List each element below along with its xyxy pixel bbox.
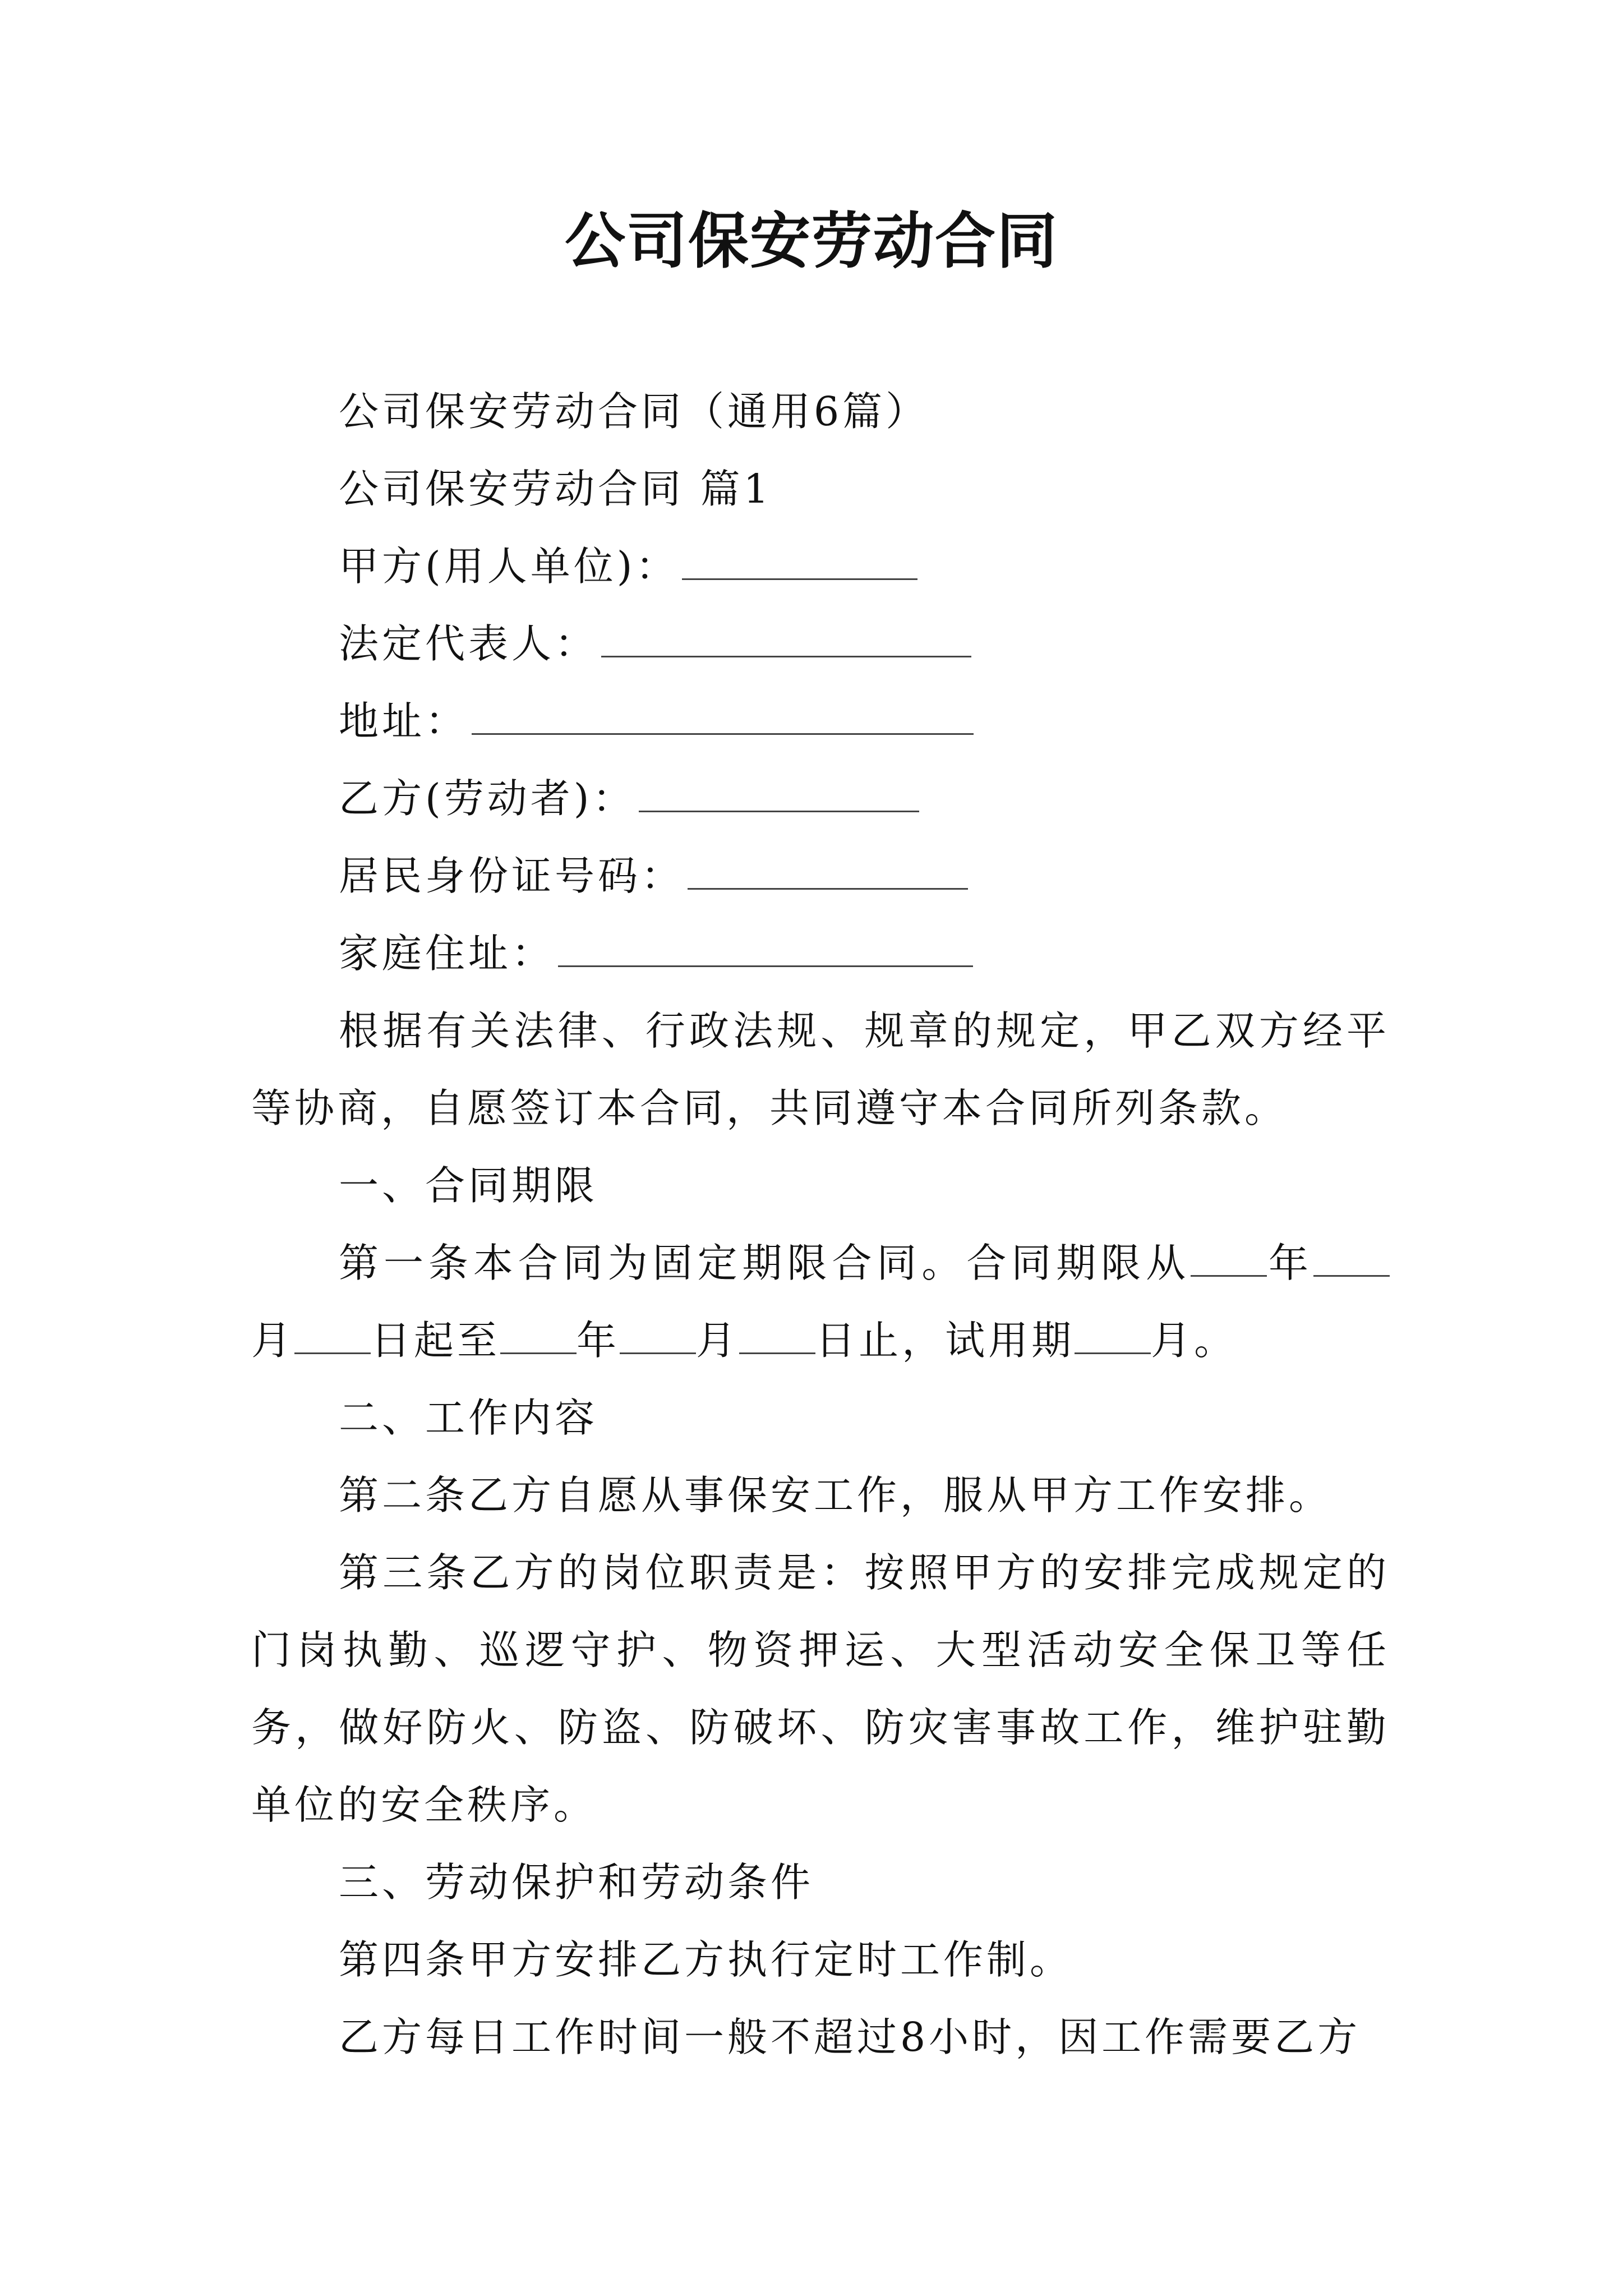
legal-rep-blank[interactable]	[601, 621, 971, 657]
home-address-blank[interactable]	[558, 931, 973, 967]
day-to-label: 日止，试用期	[815, 1317, 1075, 1364]
start-year-blank[interactable]	[1191, 1240, 1267, 1277]
article-4-paragraph: 第四条甲方安排乙方执行定时工作制。	[339, 1936, 1073, 1983]
home-address-label: 家庭住址：	[339, 930, 555, 977]
address-blank[interactable]	[472, 698, 974, 735]
party-b-blank[interactable]	[639, 776, 919, 812]
subtitle-line: 公司保安劳动合同（通用6篇）	[339, 388, 929, 435]
section-2-heading: 二、工作内容	[339, 1395, 598, 1441]
party-a-label: 甲方(用人单位)：	[339, 543, 679, 590]
article-4-continuation: 乙方每日工作时间一般不超过8小时，因工作需要乙方	[339, 2014, 1361, 2060]
start-month-blank[interactable]	[1313, 1240, 1390, 1277]
document-title: 公司保安劳动合同	[564, 206, 1058, 277]
month-label-2: 月	[696, 1317, 740, 1364]
address-field	[251, 683, 1390, 760]
party-b-label: 乙方(劳动者)：	[339, 775, 636, 822]
id-number-label: 居民身份证号码：	[339, 853, 685, 899]
address-label: 地址：	[339, 698, 469, 744]
legal-rep-label: 法定代表人：	[339, 620, 598, 667]
party-b-field	[251, 760, 1390, 838]
end-month-blank[interactable]	[620, 1318, 696, 1354]
end-day-blank[interactable]	[739, 1318, 815, 1354]
id-number-blank[interactable]	[688, 853, 968, 890]
preamble-paragraph: 根据有关法律、行政法规、规章的规定，甲乙双方经平等协商，自愿签订本合同，共同遵守本合同所列条款。	[251, 1007, 1390, 1131]
home-address-field	[251, 915, 1390, 992]
party-a-field	[251, 528, 1390, 605]
section-1-heading: 一、合同期限	[339, 1162, 598, 1209]
probation-unit-label: 月。	[1151, 1317, 1238, 1364]
legal-rep-field	[251, 605, 1390, 683]
probation-blank[interactable]	[1075, 1318, 1151, 1354]
article-1-paragraph	[251, 1225, 1390, 1379]
article-3-paragraph: 第三条乙方的岗位职责是：按照甲方的安排完成规定的门岗执勤、巡逻守护、物资押运、大型活动安全保卫等任务，做好防火、防盗、防破坏、防灾害事故工作，维护驻勤单位的安全秩序。	[251, 1549, 1390, 1828]
year-label: 年	[1267, 1240, 1313, 1286]
part-heading: 公司保安劳动合同 篇1	[339, 466, 772, 512]
year-label-2: 年	[577, 1317, 620, 1364]
id-number-field	[251, 838, 1390, 915]
section-3-heading: 三、劳动保护和劳动条件	[339, 1859, 814, 1906]
document-body	[251, 373, 1390, 2076]
article-1-text: 第一条本合同为固定期限合同。合同期限从	[339, 1240, 1191, 1286]
article-2-paragraph: 第二条乙方自愿从事保安工作，服从甲方工作安排。	[339, 1472, 1332, 1519]
month-label: 月	[251, 1317, 295, 1364]
end-year-blank[interactable]	[500, 1318, 577, 1354]
party-a-blank[interactable]	[682, 544, 917, 580]
start-day-blank[interactable]	[294, 1318, 371, 1354]
day-from-label: 日起至	[371, 1317, 501, 1364]
